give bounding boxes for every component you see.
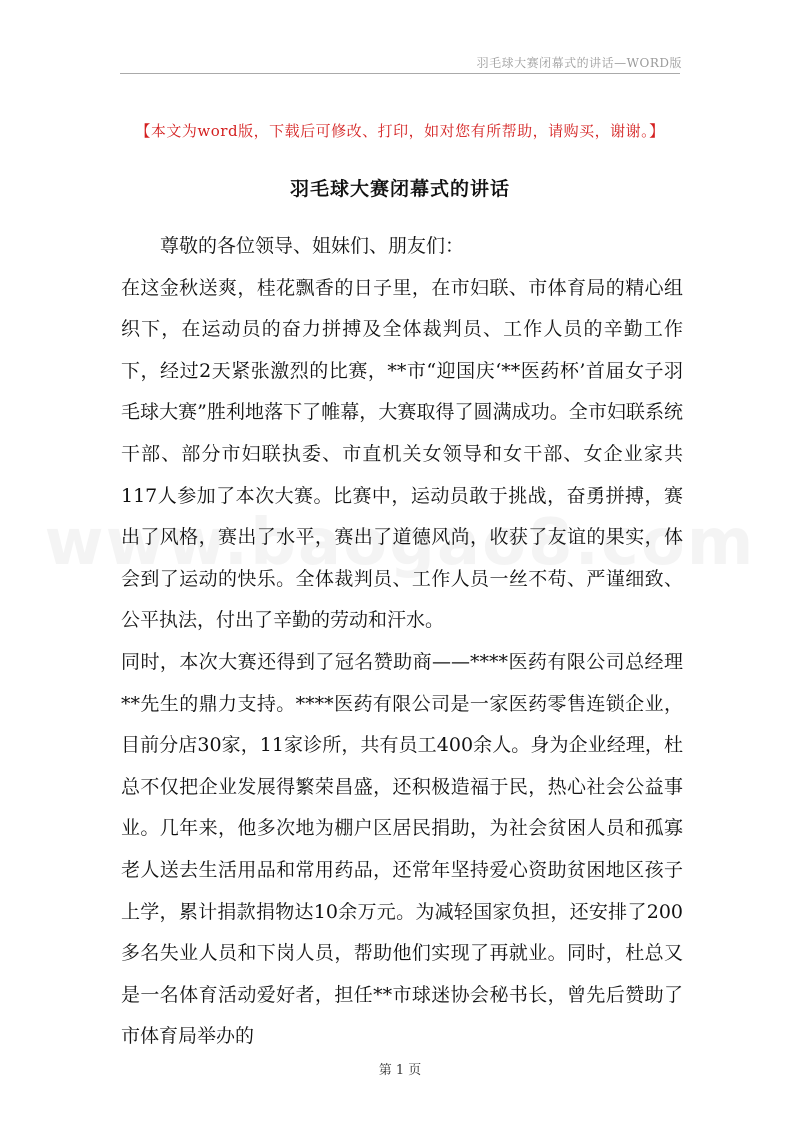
salutation: 尊敬的各位领导、姐妹们、朋友们： <box>160 235 465 257</box>
header-divider <box>120 73 680 74</box>
body-paragraph: 同时，本次大赛还得到了冠名赞助商——****医药有限公司总经理**先生的鼎力支持。****医药有限公司是一家医药零售连锁企业，目前分店30家，11家诊所，共有员工400余人。身为企业经理，杜总不仅把企业发展得繁荣昌盛，还积极造福于民，热心社会公益事业。几年来，他多次地为棚户区居民捐助，为社会贫困人员和孤寡老人送去生活用品和常用药品，还常年坚持爱心资助贫困地区孩子上学，累计捐款捐物达10余万元。为减轻国家负担，还安排了200多名失业人员和下岗人员，帮助他们实现了再就业。同时，杜总又是一名体育活动爱好者，担任**市球迷协会秘书长，曾先后赞助了市体育局举办的 <box>121 650 683 1048</box>
page-number: 第 1 页 <box>378 1063 422 1078</box>
page-header-text: 羽毛球大赛闭幕式的讲话—WORD版 <box>476 56 682 70</box>
purchase-notice: 【本文为word版，下载后可修改、打印，如对您有所帮助，请购买，谢谢。】 <box>135 122 665 140</box>
document-title: 羽毛球大赛闭幕式的讲话 <box>289 178 510 200</box>
body-paragraph: 在这金秋送爽，桂花飘香的日子里，在市妇联、市体育局的精心组织下，在运动员的奋力拼搏及全体裁判员、工作人员的辛勤工作下，经过2天紧张激烈的比赛，**市“迎国庆‘**医药杯’首届女子羽毛球大赛”胜利地落下了帷幕，大赛取得了圆满成功。全市妇联系统干部、部分市妇联执委、市直机关女领导和女干部、女企业家共117人参加了本次大赛。比赛中，运动员敢于挑战，奋勇拼搏，赛出了风格，赛出了水平，赛出了道德风尚，收获了友谊的果实，体会到了运动的快乐。全体裁判员、工作人员一丝不苟、严谨细致、公平执法，付出了辛勤的劳动和汗水。 <box>121 276 683 632</box>
document-body <box>121 226 683 1058</box>
